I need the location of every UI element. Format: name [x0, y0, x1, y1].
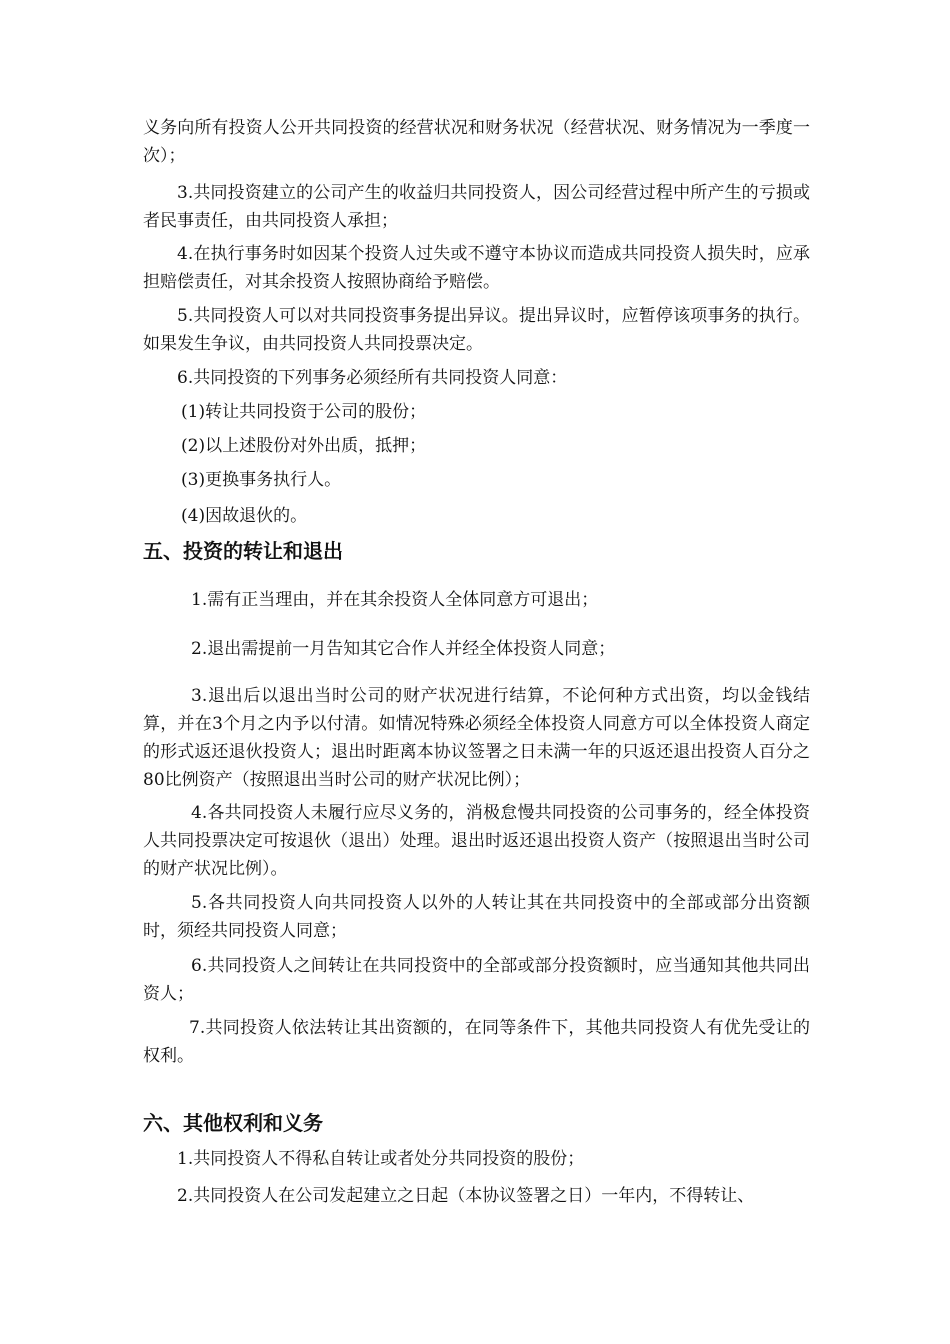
- section6-item-1: 1.共同投资人不得私自转让或者处分共同投资的股份；: [177, 1149, 585, 1169]
- section4-subitem-3: (3)更换事务执行人。: [181, 470, 342, 490]
- section4-subitem-2: (2)以上述股份对外出质，抵押；: [181, 436, 427, 456]
- section4-item-4: 4.在执行事务时如因某个投资人过失或不遵守本协议而造成共同投资人损失时，应承担赔偿责任，对其余投资人按照协商给予赔偿。: [143, 244, 810, 292]
- section5-item-7: 7.共同投资人依法转让其出资额的，在同等条件下，其他共同投资人有优先受让的权利。: [143, 1018, 810, 1066]
- section5-item-6: 6.共同投资人之间转让在共同投资中的全部或部分投资额时，应当通知其他共同出资人；: [143, 956, 810, 1004]
- section5-item-4: 4.各共同投资人未履行应尽义务的，消极怠慢共同投资的公司事务的，经全体投资人共同投票决定可按退伙（退出）处理。退出时返还退出投资人资产（按照退出当时公司的财产状况比例）。: [143, 803, 810, 879]
- section5-item-2: 2.退出需提前一月告知其它合作人并经全体投资人同意；: [191, 639, 616, 659]
- section4-item-3: 3.共同投资建立的公司产生的收益归共同投资人，因公司经营过程中所产生的亏损或者民事责任，由共同投资人承担；: [143, 183, 810, 231]
- section5-item-3: 3.退出后以退出当时公司的财产状况进行结算，不论何种方式出资，均以金钱结算，并在3个月之内予以付清。如情况特殊必须经全体投资人同意方可以全体投资人商定的形式返还退伙投资人；退出时距离本协议签署之日未满一年的只返还退出投资人百分之80比例资产（按照退出当时公司的财产状况比例）；: [143, 686, 810, 790]
- section4-subitem-1: (1)转让共同投资于公司的股份；: [181, 402, 427, 422]
- section5-item-5: 5.各共同投资人向共同投资人以外的人转让其在共同投资中的全部或部分出资额时，须经共同投资人同意；: [143, 893, 810, 941]
- section4-subitem-4: (4)因故退伙的。: [181, 506, 308, 526]
- section4-item-5: 5.共同投资人可以对共同投资事务提出异议。提出异议时，应暂停该项事务的执行。如果发生争议，由共同投资人共同投票决定。: [143, 306, 810, 354]
- section6-item-2: 2.共同投资人在公司发起建立之日起（本协议签署之日）一年内，不得转让、: [177, 1186, 755, 1206]
- section5-heading: 五、投资的转让和退出: [143, 539, 343, 563]
- section5-item-1: 1.需有正当理由，并在其余投资人全体同意方可退出；: [191, 590, 599, 610]
- section6-heading: 六、其他权利和义务: [143, 1111, 323, 1135]
- section4-item-6: 6.共同投资的下列事务必须经所有共同投资人同意：: [177, 368, 568, 388]
- continuation-paragraph: 义务向所有投资人公开共同投资的经营状况和财务状况（经营状况、财务情况为一季度一次）；: [143, 118, 810, 166]
